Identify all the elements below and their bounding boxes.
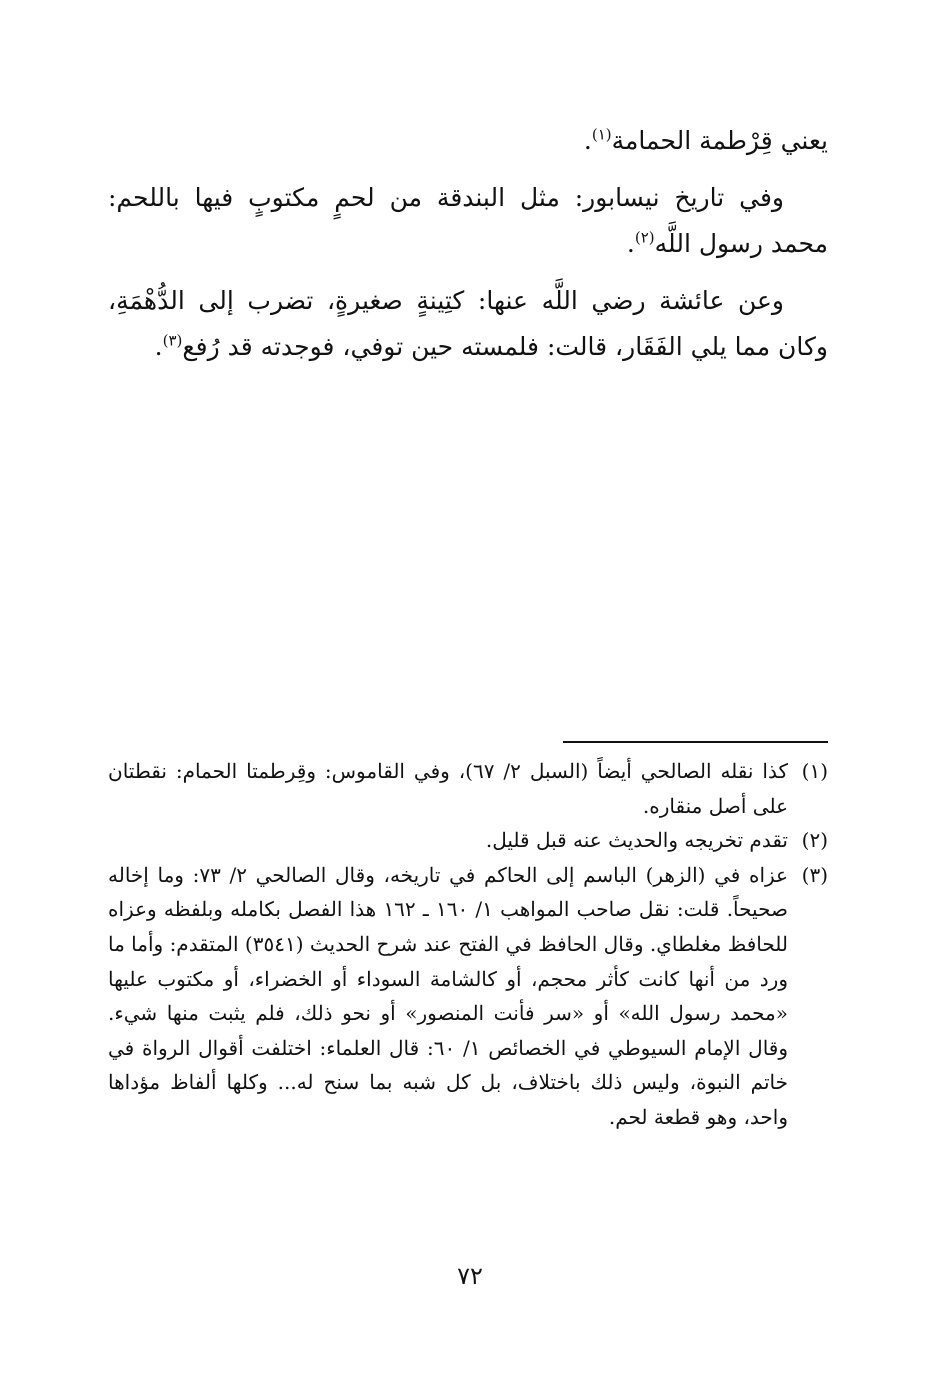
footnote-text: عزاه في (الزهر) الباسم إلى الحاكم في تاريخه، وقال الصالحي ٢/ ٧٣: وما إخاله صحيحاً. قلت: نقل صاحب المواهب ١/ ١٦٠ ـ ١٦٢ هذا الفصل بكامله وبلفظه وعزاه للحافظ مغلطاي. وقال الحافظ في الفتح عند شرح الحديث (٣٥٤١) المتقدم: وأما ما ورد من أنها كانت كأثر محجم، أو كالشامة السوداء أو الخضراء، أو مكتوب عليها «محمد رسول الله» أو «سر فأنت المنصور» أو نحو ذلك، فلم يثبت منها شيء. وقال الإمام السيوطي في الخصائص ١/ ٦٠: قال العلماء: اختلفت أقوال الرواة في خاتم النبوة، وليس ذلك باختلاف، بل كل شبه بما سنح له... وكلها ألفاظ مؤداها واحد، وهو قطعة لحم. — [108, 862, 789, 1129]
footnote-1 — [108, 754, 828, 823]
footnote-divider — [563, 741, 828, 743]
footnote-ref-1: (١) — [591, 125, 612, 144]
footnote-ref-2: (٢) — [634, 228, 655, 247]
footnote-number: (٢) — [801, 828, 828, 853]
paragraph-text: يعني قِرْطمة الحمامة — [611, 126, 828, 155]
footnote-ref-3: (٣) — [162, 331, 183, 350]
footnote-number: (١) — [801, 759, 828, 783]
footnote-3 — [108, 858, 828, 1135]
paragraph-text: وعن عائشة رضي اللَّه عنها: كتِينةٍ صغيرةٍ، تضرب إلى الدُّهْمَةِ، وكان مما يلي الفَقَار، قالت: فلمسته حين توفي، فوجدته قد رُفع — [108, 286, 828, 361]
paragraph-text: وفي تاريخ نيسابور: مثل البندقة من لحمٍ مكتوبٍ فيها باللحم: محمد رسول اللَّه — [108, 183, 828, 258]
footnote-2 — [108, 823, 828, 858]
paragraph-3 — [108, 278, 828, 370]
paragraph-2 — [108, 175, 828, 267]
main-text — [108, 118, 828, 381]
footnote-number: (٣) — [801, 862, 828, 887]
footnote-text: تقدم تخريجه والحديث عنه قبل قليل. — [485, 828, 788, 853]
paragraph-tail: . — [626, 229, 635, 258]
footnotes — [108, 754, 828, 1135]
paragraph-tail: . — [154, 332, 163, 361]
paragraph-tail: . — [583, 126, 592, 155]
footnote-text: كذا نقله الصالحي أيضاً (السبل ٢/ ٦٧)، وفي القاموس: وقِرطمتا الحمام: نقطتان على أصل منقاره. — [108, 759, 788, 818]
paragraph-1 — [108, 118, 828, 164]
page-number: ٧٢ — [457, 1262, 483, 1290]
